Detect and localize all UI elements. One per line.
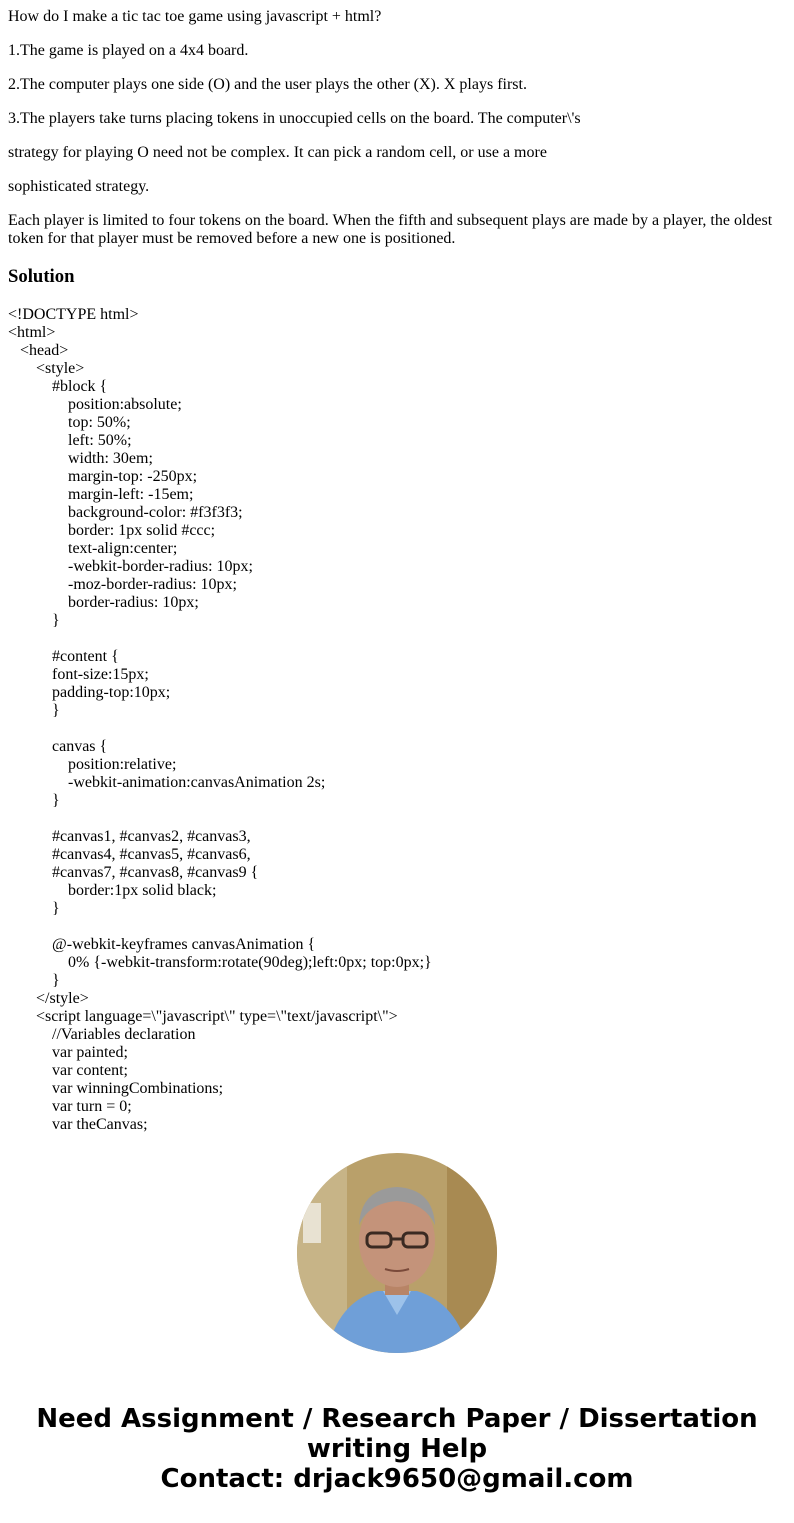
code-line: } (8, 972, 60, 989)
code-line: margin-left: -15em; (8, 486, 194, 503)
question-title: How do I make a tic tac toe game using javascript + html? (8, 8, 382, 25)
code-line: padding-top:10px; (8, 684, 171, 701)
code-line: } (8, 702, 60, 719)
code-line: } (8, 612, 60, 629)
code-line: top: 50%; (8, 414, 131, 431)
code-line: </style> (8, 990, 89, 1007)
code-line: -webkit-animation:canvasAnimation 2s; (8, 774, 326, 791)
code-line: -webkit-border-radius: 10px; (8, 558, 253, 575)
rule-1: 1.The game is played on a 4x4 board. (8, 42, 249, 59)
code-line: #canvas1, #canvas2, #canvas3, (8, 828, 251, 845)
code-line: var painted; (8, 1044, 128, 1061)
code-line: 0% {-webkit-transform:rotate(90deg);left:0px; top:0px;} (8, 954, 432, 971)
code-line: canvas { (8, 738, 108, 755)
rule-3-line-3: sophisticated strategy. (8, 178, 150, 195)
footer-line-1: Need Assignment / Research Paper / Dissertation (36, 1404, 758, 1434)
code-line: font-size:15px; (8, 666, 149, 683)
code-line: <script language=\"javascript\" type=\"text/javascript\"> (8, 1008, 398, 1025)
code-line: <head> (8, 342, 69, 359)
code-line: border:1px solid black; (8, 882, 217, 899)
code-line: } (8, 792, 60, 809)
code-line (8, 630, 786, 648)
code-line: #content { (8, 648, 119, 665)
code-line: <!DOCTYPE html> (8, 306, 139, 323)
code-line (8, 720, 786, 738)
author-avatar (297, 1153, 497, 1353)
code-line: #canvas7, #canvas8, #canvas9 { (8, 864, 259, 881)
footer-banner (0, 1404, 794, 1494)
code-block (8, 306, 786, 1133)
code-line: background-color: #f3f3f3; (8, 504, 243, 521)
rule-3-line-2: strategy for playing O need not be complex. It can pick a random cell, or use a more (8, 144, 547, 161)
code-line: #block { (8, 378, 108, 395)
code-line: <style> (8, 360, 85, 377)
code-line: //Variables declaration (8, 1026, 196, 1043)
code-line: @-webkit-keyframes canvasAnimation { (8, 936, 316, 953)
footer-line-2: writing Help (306, 1434, 488, 1464)
code-line: text-align:center; (8, 540, 178, 557)
avatar-portrait-icon (297, 1153, 497, 1353)
code-line: var turn = 0; (8, 1098, 132, 1115)
code-line: } (8, 900, 60, 917)
code-line: width: 30em; (8, 450, 153, 467)
code-line: var winningCombinations; (8, 1080, 224, 1097)
code-line: <html> (8, 324, 56, 341)
footer-contact: Contact: drjack9650@gmail.com (160, 1464, 634, 1494)
code-line: left: 50%; (8, 432, 132, 449)
code-line: #canvas4, #canvas5, #canvas6, (8, 846, 251, 863)
rule-3-line-1: 3.The players take turns placing tokens in unoccupied cells on the board. The computer\'s (8, 110, 581, 127)
code-line: border-radius: 10px; (8, 594, 199, 611)
code-line: margin-top: -250px; (8, 468, 198, 485)
code-line: position:absolute; (8, 396, 182, 413)
code-line: border: 1px solid #ccc; (8, 522, 216, 539)
solution-heading: Solution (8, 266, 75, 287)
code-line: var theCanvas; (8, 1116, 148, 1133)
rule-2: 2.The computer plays one side (O) and the user plays the other (X). X plays first. (8, 76, 527, 93)
code-line: var content; (8, 1062, 128, 1079)
code-line: position:relative; (8, 756, 177, 773)
code-line (8, 810, 786, 828)
code-line: -moz-border-radius: 10px; (8, 576, 237, 593)
code-line (8, 918, 786, 936)
rule-4: Each player is limited to four tokens on the board. When the fifth and subsequent plays are made by a player, the oldest token for that player must be removed before a new one is positioned. (8, 212, 773, 247)
